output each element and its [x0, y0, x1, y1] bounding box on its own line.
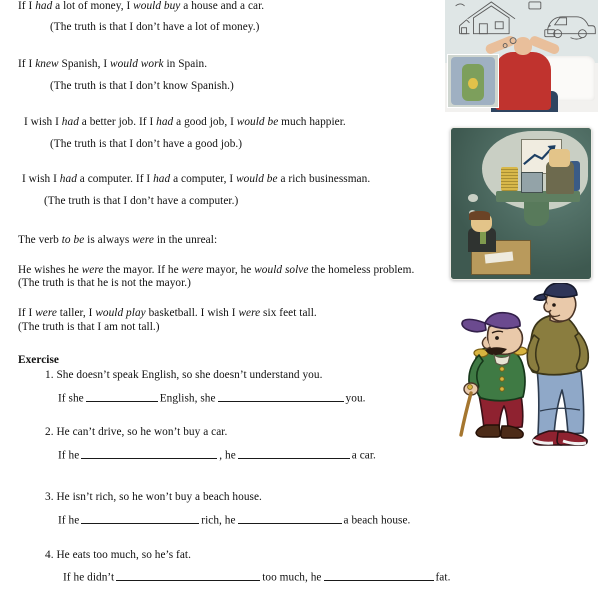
exercise-prompt-2 [45, 426, 227, 439]
exercise-number: 1. [45, 369, 54, 381]
worksheet-image-column [440, 0, 612, 600]
sentence-part-italic: were [181, 264, 204, 276]
answer-text: If he didn’t [63, 571, 115, 584]
exercise-prompt-text: He eats too much, so he’s fat. [56, 549, 191, 561]
example-truth-computer: (The truth is that I don’t have a computer.) [44, 195, 239, 207]
answer-text: you. [345, 392, 366, 405]
sentence-part-italic: would play [95, 307, 146, 319]
sentence-part-italic: were [238, 307, 261, 319]
exercise-prompt-4 [45, 549, 191, 562]
rule-part-italic: were [132, 234, 154, 246]
man-tie [480, 231, 486, 245]
rule-truth-mayor: (The truth is that he is not the mayor.) [18, 277, 191, 289]
example-truth-spanish: (The truth is that I don’t know Spanish.) [50, 80, 234, 92]
sentence-part-italic: would be [236, 173, 278, 185]
sentence-part: Spanish, I [58, 58, 111, 70]
man-hair [469, 211, 490, 220]
sentence-part: much happier. [278, 116, 346, 128]
sentence-part: If I [18, 0, 36, 12]
sentence-part: I wish I [22, 173, 60, 185]
answer-text: rich, he [201, 514, 236, 527]
sentence-part-italic: were [35, 307, 57, 319]
sentence-part-italic: had [35, 0, 53, 12]
sentence-part-italic: had [61, 116, 79, 128]
sentence-part-italic: would solve [254, 264, 309, 276]
rule-sentence-mayor [18, 264, 414, 277]
example-sentence-computer [22, 173, 370, 186]
answer-blank[interactable] [116, 570, 260, 581]
rule-truth-tall: (The truth is that I am not tall.) [18, 321, 160, 333]
sentence-part-italic: had [59, 173, 77, 185]
sentence-part: a computer, I [170, 173, 237, 185]
answer-text: If she [58, 392, 84, 405]
sentence-part: He wishes he [18, 264, 82, 276]
image-office-daydream [450, 127, 592, 280]
sentence-part: a good job, I [173, 116, 237, 128]
sentence-part-italic: would work [110, 58, 164, 70]
sentence-part: If I [18, 58, 36, 70]
sentence-part: a lot of money, I [52, 0, 134, 12]
dream-businessman-head [549, 149, 570, 167]
sentence-part-italic: would be [236, 116, 279, 128]
example-truth-money: (The truth is that I don’t have a lot of money.) [50, 21, 260, 33]
photo-man-red-shirt [495, 52, 550, 110]
exercise-prompt-1 [45, 369, 322, 382]
thought-bubble-large [468, 194, 478, 202]
example-truth-job: (The truth is that I don’t have a good job.) [50, 138, 243, 150]
sentence-part: a better job. If I [78, 116, 157, 128]
answer-text: If he [58, 449, 80, 462]
answer-text: a car. [351, 449, 376, 462]
answer-text: , he [219, 449, 236, 462]
rule-part: The verb [18, 234, 62, 246]
sentence-part: taller, I [56, 307, 96, 319]
example-sentence-spanish [18, 58, 207, 71]
rule-part-italic: to be [61, 234, 85, 246]
thought-sketches-icon [445, 0, 598, 52]
exercise-answer-2 [58, 448, 376, 463]
sentence-part: If I [18, 307, 36, 319]
answer-text: If he [58, 514, 80, 527]
exercise-number: 2. [45, 426, 54, 438]
rule-heading [18, 234, 217, 247]
answer-text: English, she [159, 392, 216, 405]
answer-blank[interactable] [238, 513, 342, 524]
sentence-part-italic: would buy [133, 0, 181, 12]
exercise-prompt-text: She doesn’t speak English, so she doesn’t understand you. [56, 369, 323, 381]
rule-part: in the unreal: [153, 234, 218, 246]
exercise-number: 3. [45, 491, 54, 503]
exercise-heading: Exercise [18, 354, 59, 366]
answer-blank[interactable] [81, 448, 217, 459]
answer-blank[interactable] [81, 513, 199, 524]
coin-stack [501, 167, 518, 191]
exercise-number: 4. [45, 549, 54, 561]
photo-inset-small [447, 54, 499, 108]
sentence-part: basketball. I wish I [145, 307, 239, 319]
answer-text: too much, he [262, 571, 322, 584]
sentence-part: six feet tall. [260, 307, 317, 319]
sentence-part: mayor, he [203, 264, 255, 276]
rule-sentence-tall [18, 307, 317, 320]
exercise-prompt-text: He can’t drive, so he won’t buy a car. [56, 426, 228, 438]
exercise-prompt-3 [45, 491, 262, 504]
sentence-part: a house and a car. [180, 0, 265, 12]
image-daydreaming-man-couch [445, 0, 598, 112]
answer-blank[interactable] [238, 448, 350, 459]
sentence-part-italic: were [81, 264, 104, 276]
sentence-part: a rich businessman. [277, 173, 371, 185]
exercise-prompt-text: He isn’t rich, so he won’t buy a beach house. [56, 491, 262, 503]
sentence-part-italic: knew [35, 58, 59, 70]
example-sentence-job [24, 116, 346, 129]
image-tall-man-short-man [445, 283, 610, 458]
sentence-part: a computer. If I [76, 173, 154, 185]
sentence-part: I wish I [24, 116, 62, 128]
sentence-part-italic: had [156, 116, 174, 128]
rule-part: is always [84, 234, 133, 246]
sentence-part: the homeless problem. [308, 264, 415, 276]
answer-blank[interactable] [86, 391, 158, 402]
cartoon-two-men-icon [445, 283, 610, 458]
answer-blank[interactable] [218, 391, 344, 402]
exercise-answer-1 [58, 391, 366, 406]
computer-monitor [521, 172, 543, 194]
answer-blank[interactable] [324, 570, 434, 581]
dream-desk-leg [524, 202, 549, 226]
sentence-part: in Spain. [163, 58, 208, 70]
sentence-part: the mayor. If he [103, 264, 182, 276]
exercise-answer-4 [63, 570, 450, 585]
exercise-answer-3 [58, 513, 410, 528]
example-sentence-money [18, 0, 264, 13]
sentence-part-italic: had [153, 173, 171, 185]
answer-text: fat. [435, 571, 451, 584]
answer-text: a beach house. [343, 514, 411, 527]
